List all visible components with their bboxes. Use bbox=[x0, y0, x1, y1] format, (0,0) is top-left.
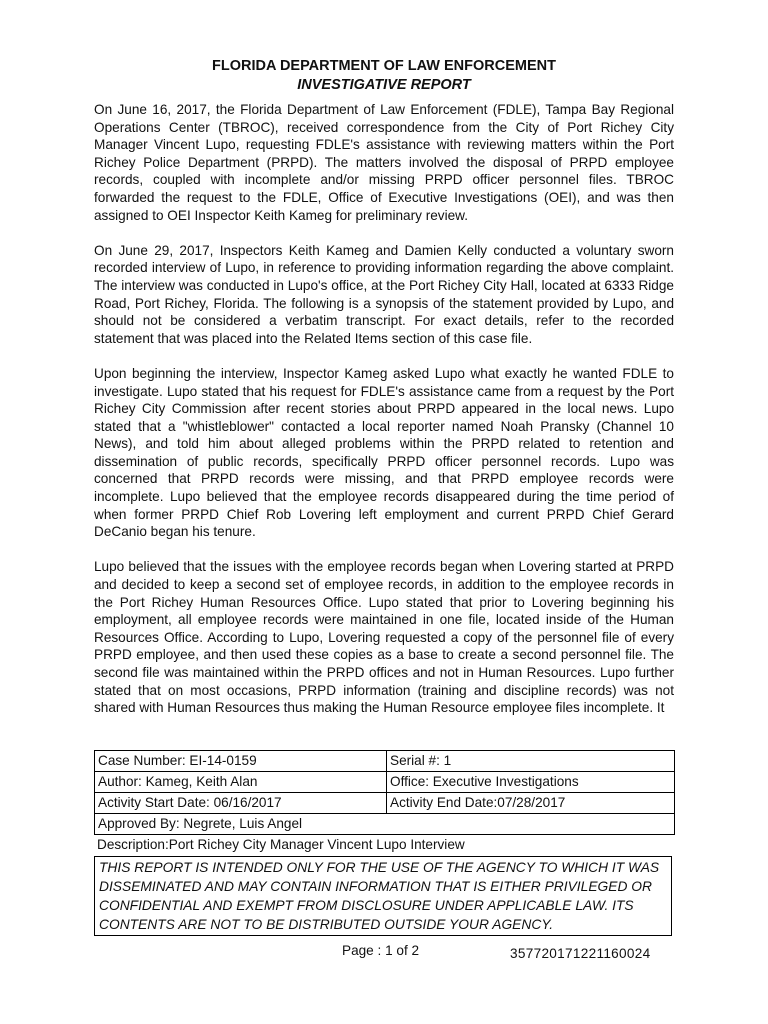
serial-cell: Serial #: 1 bbox=[387, 751, 675, 772]
case-info-table bbox=[94, 750, 675, 835]
approved-by-cell: Approved By: Negrete, Luis Angel bbox=[95, 814, 675, 835]
paragraph: On June 16, 2017, the Florida Department of Law Enforcement (FDLE), Tampa Bay Regional Operations Center (TBROC), received correspondence from the City of Port Richey City Manager Vincent Lupo, requesting FDLE's assistance with reviewing matters within the Port Richey Police Department (PRPD). The matters involved the disposal of PRPD employee records, coupled with incomplete and/or missing PRPD officer personnel files. TBROC forwarded the request to the FDLE, Office of Executive Investigations (OEI), and was then assigned to OEI Inspector Keith Kameg for preliminary review. bbox=[94, 102, 674, 223]
activity-start-cell: Activity Start Date: 06/16/2017 bbox=[95, 793, 387, 814]
paragraph: Upon beginning the interview, Inspector Kameg asked Lupo what exactly he wanted FDLE to investigate. Lupo stated that his request for FDLE's assistance came from a request by the Port Richey City Commission after recent stories about PRPD appeared in the local news. Lupo stated that a "whistleblower" contacted a local reporter named Noah Pransky (Channel 10 News), and told him about alleged problems within the PRPD related to retention and dissemination of public records, specifically PRPD officer personnel records. Lupo was concerned that PRPD records were missing, and that PRPD employee records were incomplete. Lupo believed that the employee records disappeared during the time period of when former PRPD Chief Rob Lovering left employment and current PRPD Chief Gerard DeCanio began his tenure. bbox=[94, 365, 674, 540]
report-type-title: INVESTIGATIVE REPORT bbox=[297, 77, 471, 93]
table-row bbox=[95, 793, 675, 814]
author-cell: Author: Kameg, Keith Alan bbox=[95, 772, 387, 793]
report-header bbox=[94, 56, 674, 94]
activity-end-cell: Activity End Date:07/28/2017 bbox=[387, 793, 675, 814]
office-cell: Office: Executive Investigations bbox=[387, 772, 675, 793]
disclaimer-box: THIS REPORT IS INTENDED ONLY FOR THE USE OF THE AGENCY TO WHICH IT WAS DISSEMINATED AND MAY CONTAIN INFORMATION THAT IS EITHER PRIVILEGED OR CONFIDENTIAL AND EXEMPT FROM DISCLOSURE UNDER APPLICABLE LAW. ITS CONTENTS ARE NOT TO BE DISTRIBUTED OUTSIDE YOUR AGENCY. bbox=[94, 856, 672, 936]
paragraph: On June 29, 2017, Inspectors Keith Kameg and Damien Kelly conducted a voluntary sworn recorded interview of Lupo, in reference to providing information regarding the above complaint. The interview was conducted in Lupo's office, at the Port Richey City Hall, located at 6333 Ridge Road, Port Richey, Florida. The following is a synopsis of the statement provided by Lupo, and should not be considered a verbatim transcript. For exact details, refer to the recorded statement that was placed into the Related Items section of this case file. bbox=[94, 242, 674, 346]
table-row bbox=[95, 751, 675, 772]
report-description: Description:Port Richey City Manager Vincent Lupo Interview bbox=[97, 837, 465, 852]
report-body bbox=[94, 101, 674, 734]
page-number: Page : 1 of 2 bbox=[342, 943, 420, 958]
agency-title: FLORIDA DEPARTMENT OF LAW ENFORCEMENT bbox=[212, 58, 556, 74]
table-row bbox=[95, 814, 675, 835]
paragraph: Lupo believed that the issues with the employee records began when Lovering started at PRPD and decided to keep a second set of employee records, in addition to the employee records in the Port Richey Human Resources Office. Lupo stated that prior to Lovering beginning his employment, all employee records were maintained in one file, located inside of the Human Resources Office. According to Lupo, Lovering requested a copy of the personnel file of every PRPD employee, and then used these copies as a base to create a second personnel file. The second file was maintained within the PRPD offices and not in Human Resources. Lupo further stated that on most occasions, PRPD information (training and discipline records) was not shared with Human Resources thus making the Human Resource employee files incomplete. It bbox=[94, 559, 674, 716]
document-id: 357720171221160024 bbox=[510, 946, 651, 961]
case-number-cell: Case Number: EI-14-0159 bbox=[95, 751, 387, 772]
table-row bbox=[95, 772, 675, 793]
